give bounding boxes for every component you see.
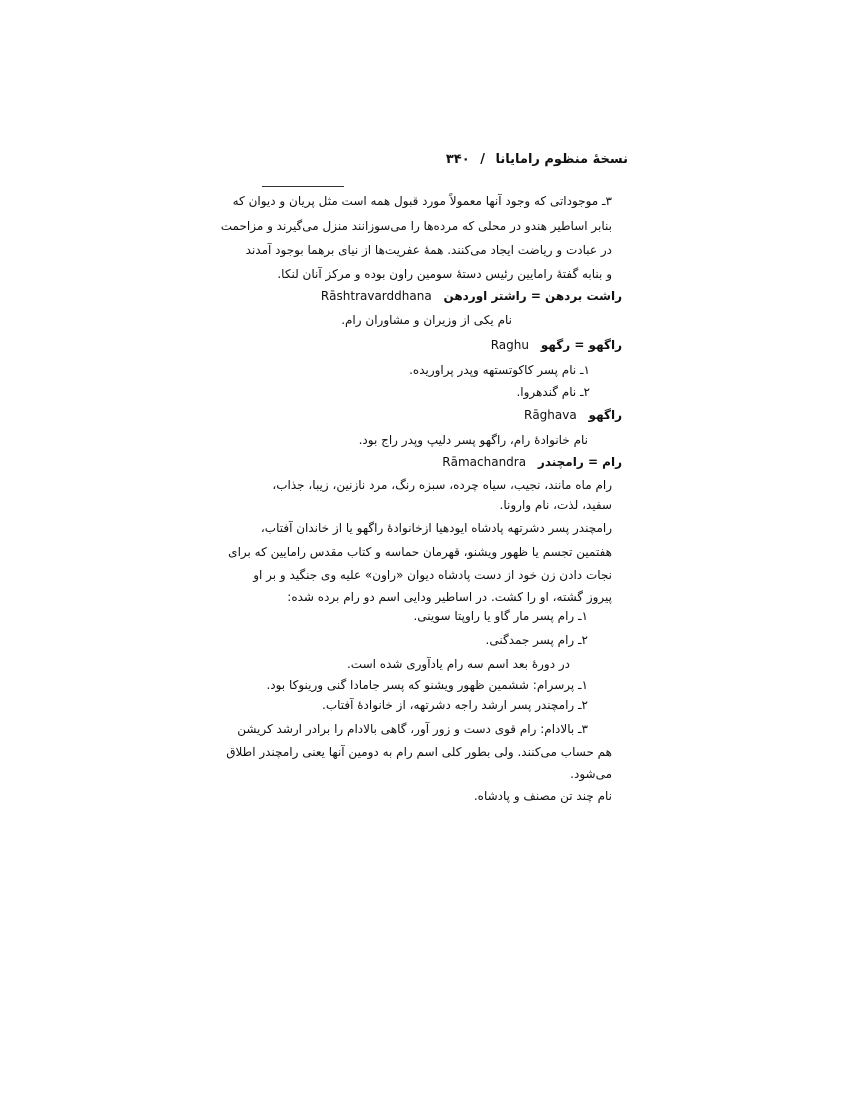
- entry-text-line: ۱ـ نام پسر کاکوتستهه وپدر پراوریده.: [409, 363, 590, 377]
- entry-latin-transliteration: Raghu: [490, 338, 529, 352]
- entry-text-line: نام چند تن مصنف و پادشاه.: [473, 789, 612, 803]
- header-title: نسخهٔ منظوم رامایانا: [495, 152, 628, 167]
- dictionary-entry-heading: [524, 407, 622, 423]
- footnote-line: و بنابه گفتهٔ رامایین رئیس دستهٔ سومین راون بوده و مرکز آنان لنکا.: [277, 267, 612, 281]
- entry-text-line: هفتمین تجسم یا ظهور ویشنو، قهرمان حماسه و کتاب مقدس رامایین که برای: [228, 545, 612, 559]
- entry-text-line: ۳ـ بالادام: رام قوی دست و زور آور، گاهی بالادام را برادر ارشد کریشن: [237, 722, 588, 736]
- footnote-line: ۳ـ موجوداتی که وجود آنها معمولاً مورد قبول همه است مثل پریان و دیوان که: [232, 194, 612, 208]
- entry-text-line: رامچندر پسر دشرتهه پادشاه ایودهیا ازخانوادهٔ راگهو یا از خاندان آفتاب،: [260, 521, 612, 535]
- entry-text-line: پیروز گشته، او را کشت. در اساطیر ودایی اسم دو رام برده شده:: [287, 590, 612, 604]
- page-number: ۳۴۰: [445, 152, 470, 167]
- entry-headword: راگهو: [588, 408, 622, 422]
- dictionary-entry-heading: [321, 288, 622, 304]
- footnote-line: بنابر اساطیر هندو در محلی که مرده‌ها را می‌سوزانند منزل می‌گیرند و مزاحمت: [220, 219, 612, 233]
- entry-text-line: ۱ـ رام پسر مار گاو یا راوپتا سوینی.: [413, 609, 588, 623]
- entry-latin-transliteration: Rāghava: [523, 408, 577, 422]
- entry-text-line: ۲ـ رامچندر پسر ارشد راجه دشرتهه، از خانوادهٔ آفتاب.: [322, 698, 588, 712]
- dictionary-entry-heading: [491, 337, 622, 353]
- entry-text-line: در دورهٔ بعد اسم سه رام یادآوری شده است.: [346, 657, 570, 671]
- entry-text-line: ۲ـ نام گندهروا.: [516, 385, 590, 399]
- footnote-line: در عبادت و ریاضت ایجاد می‌کنند. همهٔ عفریت‌ها از نیای برهما بوجود آمدند: [245, 243, 612, 257]
- entry-text-line: نجات دادن زن خود از دست پادشاه دیوان «راون» علیه وی جنگید و بر او: [253, 568, 612, 582]
- footnote-divider: [262, 186, 344, 187]
- running-header: [446, 152, 628, 167]
- entry-text-line: نام یکی از وزیران و مشاوران رام.: [341, 313, 512, 327]
- entry-text-line: رام ماه مانند، نجیب، سیاه چرده، سبزه رنگ، مرد نازنین، زیبا، جذاب،: [272, 478, 612, 492]
- entry-text-line: سفید، لذت، نام وارونا.: [499, 498, 612, 512]
- entry-headword: راگهو = رگهو: [540, 338, 622, 352]
- entry-text-line: می‌شود.: [570, 767, 612, 781]
- entry-latin-transliteration: Rāmachandra: [442, 455, 527, 469]
- entry-headword: رام = رامچندر: [537, 455, 622, 469]
- entry-latin-transliteration: Rāshtravarddhana: [320, 289, 432, 303]
- entry-text-line: ۱ـ پرسرام: ششمین ظهور ویشنو که پسر جامادا گنی ورینوکا بود.: [266, 678, 588, 692]
- entry-text-line: ۲ـ رام پسر جمدگنی.: [485, 633, 588, 647]
- entry-headword: راشت بردهن = راشتر اوردهن: [443, 289, 622, 303]
- header-separator: /: [480, 152, 485, 167]
- entry-text-line: نام خانوادهٔ رام، راگهو پسر دلیپ وپدر راج بود.: [358, 433, 588, 447]
- dictionary-entry-heading: [442, 454, 622, 470]
- entry-text-line: هم حساب می‌کنند. ولی بطور کلی اسم رام به دومین آنها یعنی رامچندر اطلاق: [226, 745, 612, 759]
